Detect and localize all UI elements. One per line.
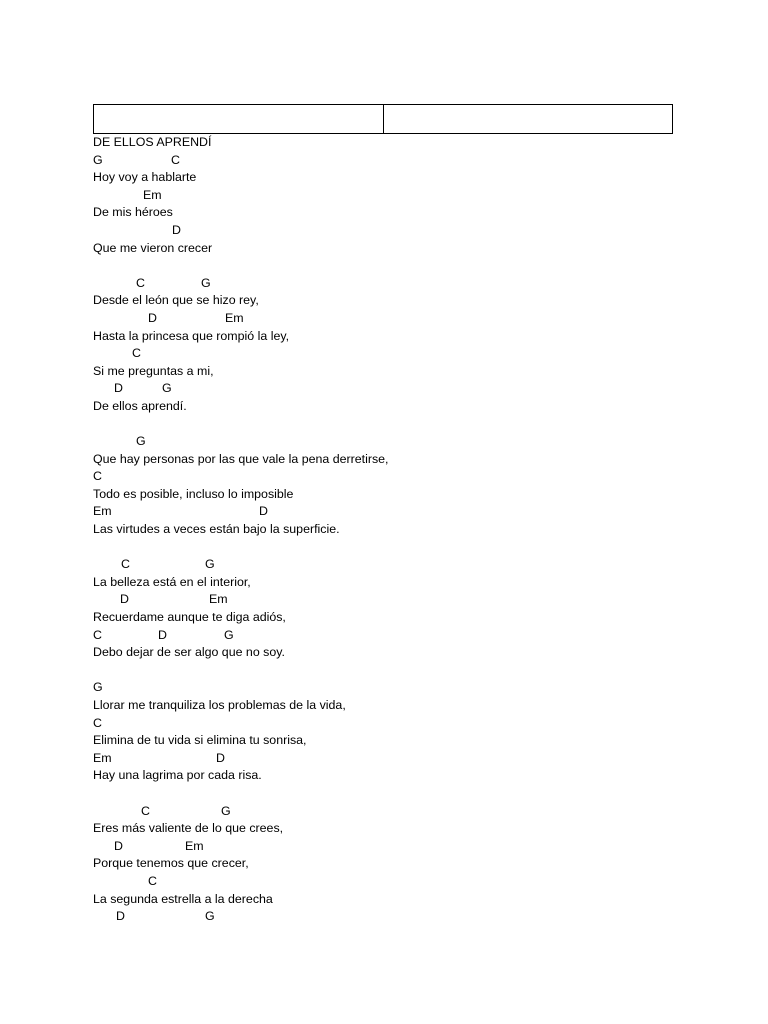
chord: D: [120, 592, 129, 607]
lyric-line: Todo es posible, incluso lo imposible: [93, 486, 294, 501]
chord-line: [93, 679, 713, 697]
chord-line: [93, 627, 713, 645]
stanza-gap: [93, 662, 713, 680]
chord-line: [93, 380, 713, 398]
chord: Em: [185, 838, 204, 853]
chord: C: [93, 715, 102, 730]
chord: C: [93, 627, 102, 642]
lyric-line: Recuerdame aunque te diga adiós,: [93, 610, 286, 625]
lyric-line: Que me vieron crecer: [93, 240, 213, 255]
song-title: DE ELLOS APRENDÍ: [93, 135, 212, 149]
chord: C: [141, 803, 150, 818]
chord-line: [93, 152, 713, 170]
chord-line: [93, 873, 713, 891]
header-table-row: [94, 105, 673, 134]
lyric-line: Porque tenemos que crecer,: [93, 856, 249, 871]
chord-line: [93, 838, 713, 856]
chord-line: [93, 803, 713, 821]
chord: Em: [225, 310, 244, 325]
chord: G: [93, 152, 103, 167]
chord-line: [93, 310, 713, 328]
stanza-gap: [93, 416, 713, 434]
chord: Em: [143, 187, 162, 202]
chord-line: [93, 433, 713, 451]
chord-line: [93, 591, 713, 609]
chord: C: [136, 275, 145, 290]
chord: C: [93, 469, 102, 484]
chord: Em: [93, 750, 112, 765]
chord: D: [216, 750, 225, 765]
lyric-line: Eres más valiente de lo que crees,: [93, 821, 284, 836]
chord: C: [132, 346, 141, 361]
chord-line: [93, 715, 713, 733]
chord: G: [93, 680, 103, 695]
chord: G: [201, 275, 211, 290]
chord: D: [158, 627, 167, 642]
lyric-line: De ellos aprendí.: [93, 398, 187, 413]
lyric-line: Desde el león que se hizo rey,: [93, 293, 259, 308]
header-table: [93, 104, 673, 134]
chord: G: [205, 557, 215, 572]
chord-line: [93, 556, 713, 574]
chord-line: [93, 222, 713, 240]
chord-line: [93, 908, 713, 926]
chord: D: [148, 310, 157, 325]
chord: Em: [209, 592, 228, 607]
chord: Em: [93, 504, 112, 519]
stanza-gap: [93, 785, 713, 803]
chord-line: [93, 503, 713, 521]
lyric-line: Hasta la princesa que rompió la ley,: [93, 328, 290, 343]
chord-line: [93, 275, 713, 293]
lyric-line: Llorar me tranquiliza los problemas de la vida,: [93, 698, 346, 712]
lyric-line: La segunda estrella a la derecha: [93, 891, 273, 906]
chord-line: [93, 187, 713, 205]
lyric-line: Las virtudes a veces están bajo la superficie.: [93, 522, 340, 537]
lyric-line: Hoy voy a hablarte: [93, 170, 197, 185]
chord: C: [171, 152, 180, 167]
chord: G: [205, 909, 215, 924]
chord: C: [121, 557, 130, 572]
chord: G: [221, 803, 231, 818]
lyric-line: La belleza está en el interior,: [93, 574, 251, 589]
chord: D: [116, 909, 125, 924]
chord-line: [93, 345, 713, 363]
stanza-gap: [93, 257, 713, 275]
lyrics-body: [93, 134, 713, 926]
chord-line: [93, 468, 713, 486]
chord: D: [259, 504, 268, 519]
lyric-line: Que hay personas por las que vale la pena derretirse,: [93, 451, 389, 466]
lyric-line: Hay una lagrima por cada risa.: [93, 768, 262, 783]
header-cell-left: [94, 105, 384, 134]
stanza-gap: [93, 539, 713, 557]
header-cell-right: [383, 105, 673, 134]
lyric-line: De mis héroes: [93, 205, 173, 220]
chord-line: [93, 750, 713, 768]
chord: G: [162, 381, 172, 396]
chord: G: [224, 627, 234, 642]
chord: D: [114, 381, 123, 396]
chord: C: [148, 873, 157, 888]
chord: G: [136, 434, 146, 449]
chord: D: [114, 838, 123, 853]
lyric-line: Debo dejar de ser algo que no soy.: [93, 645, 285, 660]
lyric-line: Si me preguntas a mi,: [93, 363, 214, 378]
lyric-line: Elimina de tu vida si elimina tu sonrisa,: [93, 733, 307, 748]
chord: D: [172, 222, 181, 237]
